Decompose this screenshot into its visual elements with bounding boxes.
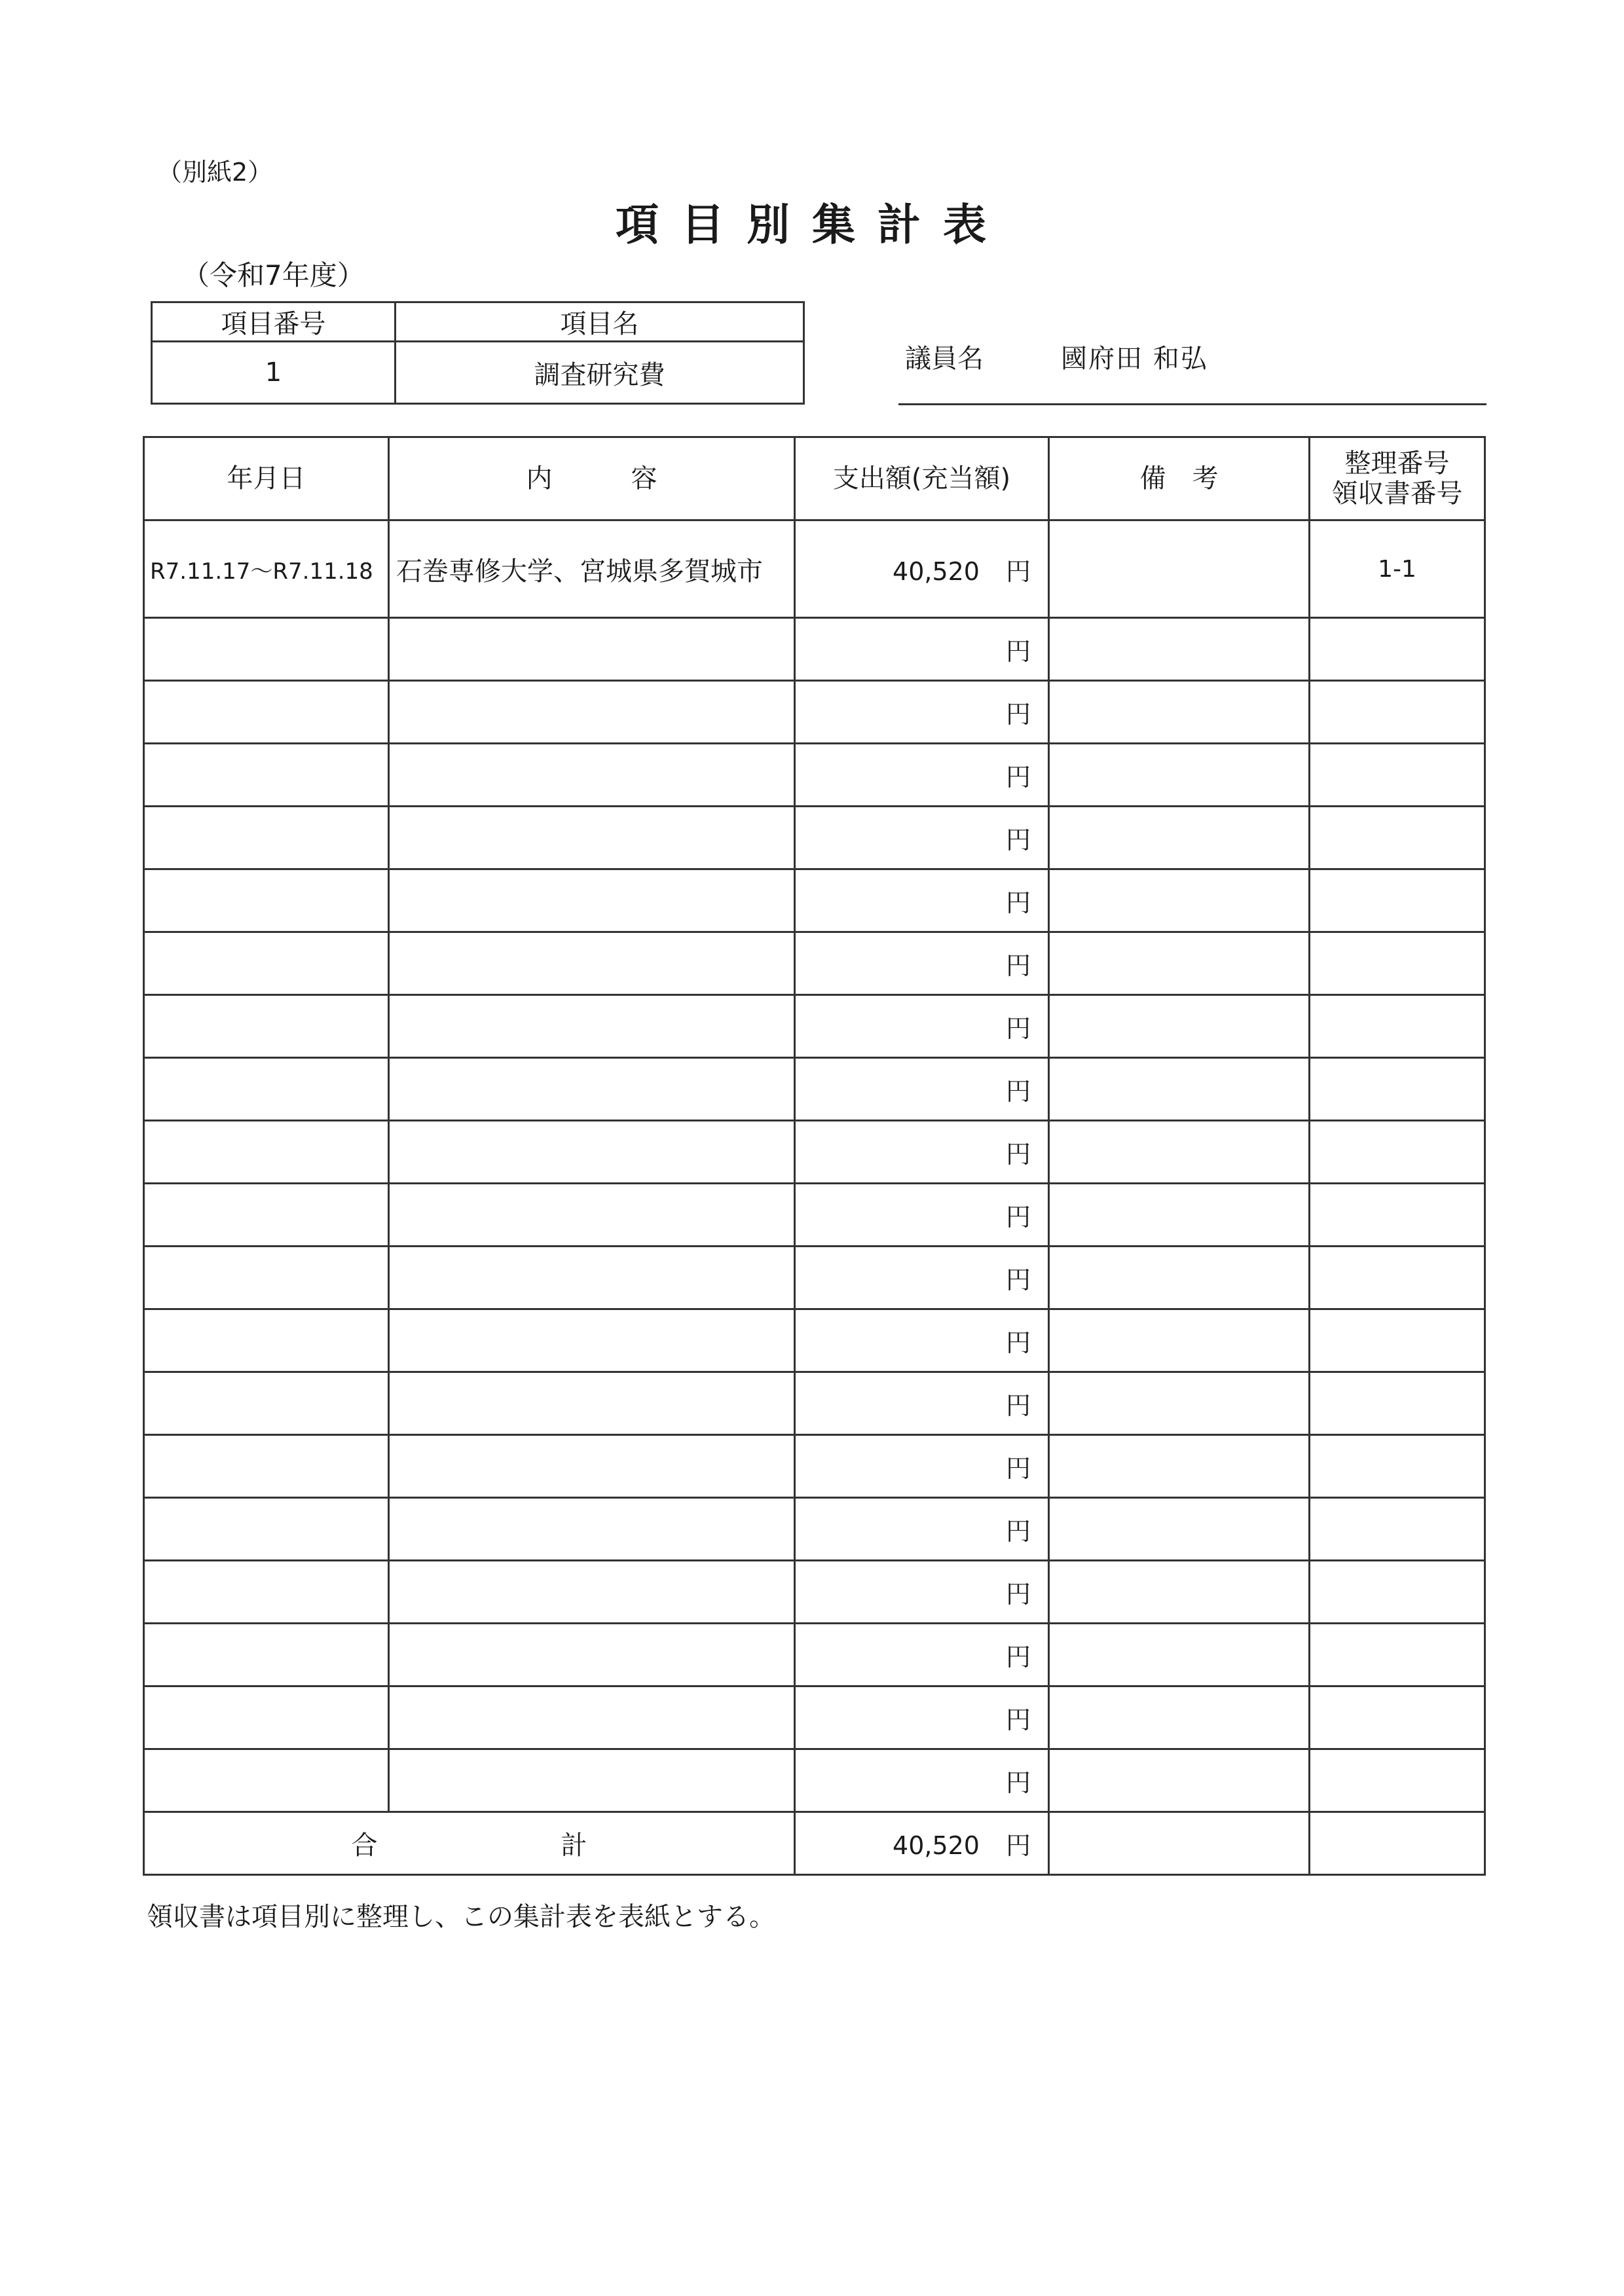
- amount-header: 支出額(充当額): [795, 437, 1049, 520]
- item-number-header: 項目番号: [152, 302, 396, 342]
- content-cell: [389, 1435, 795, 1498]
- receipt-cell: [1310, 995, 1485, 1058]
- expense-row: [144, 1184, 1485, 1247]
- member-block: [898, 331, 1486, 405]
- expense-table: [143, 436, 1486, 1876]
- currency-unit: 円: [1005, 1517, 1031, 1546]
- currency-unit: 円: [1005, 888, 1031, 917]
- receipt-cell: [1310, 1749, 1485, 1812]
- remarks-cell: [1049, 1247, 1310, 1309]
- remarks-cell: [1049, 1498, 1310, 1561]
- remarks-cell: [1049, 995, 1310, 1058]
- date-cell: [144, 744, 389, 807]
- expense-row: [144, 1498, 1485, 1561]
- currency-unit: 円: [1005, 1643, 1031, 1671]
- expense-row: [144, 807, 1485, 869]
- amount-cell: [795, 1372, 1049, 1435]
- remarks-cell: [1049, 1624, 1310, 1686]
- receipt-header-line1: 整理番号: [1344, 448, 1450, 479]
- receipt-cell: 1-1: [1310, 520, 1485, 618]
- date-cell: [144, 807, 389, 869]
- amount-cell: [795, 1184, 1049, 1247]
- amount-cell: [795, 618, 1049, 681]
- expense-row: [144, 932, 1485, 995]
- expense-row: [144, 681, 1485, 744]
- receipt-cell: [1310, 1624, 1485, 1686]
- remarks-cell: [1049, 1184, 1310, 1247]
- receipt-cell: [1310, 1686, 1485, 1749]
- amount-value: 40,520: [893, 556, 980, 586]
- receipt-header: [1310, 437, 1485, 520]
- date-cell: R7.11.17～R7.11.18: [144, 520, 389, 618]
- currency-unit: 円: [1005, 700, 1031, 729]
- expense-row: [144, 1058, 1485, 1121]
- date-cell: [144, 1247, 389, 1309]
- currency-unit: 円: [1005, 1391, 1031, 1420]
- content-cell: [389, 1247, 795, 1309]
- member-label: 議員名: [905, 344, 984, 374]
- remarks-header: 備 考: [1049, 437, 1310, 520]
- currency-unit: 円: [1005, 637, 1031, 666]
- currency-unit: 円: [1005, 1203, 1031, 1231]
- content-cell: [389, 1372, 795, 1435]
- expense-row: [144, 618, 1485, 681]
- amount-cell: [795, 807, 1049, 869]
- date-cell: [144, 932, 389, 995]
- expense-row: [144, 1435, 1485, 1498]
- currency-unit: 円: [1005, 1266, 1031, 1294]
- remarks-cell: [1049, 618, 1310, 681]
- item-number-value: 1: [152, 342, 396, 404]
- total-label: 合 計: [144, 1812, 795, 1875]
- remarks-cell: [1049, 1058, 1310, 1121]
- amount-cell: [795, 869, 1049, 932]
- item-name-header: 項目名: [396, 302, 804, 342]
- total-receipt-cell: [1310, 1812, 1485, 1875]
- receipt-cell: [1310, 1498, 1485, 1561]
- expense-body: [144, 520, 1485, 1812]
- remarks-cell: [1049, 807, 1310, 869]
- remarks-cell: [1049, 520, 1310, 618]
- currency-unit: 円: [1005, 826, 1031, 854]
- fiscal-year: （令和7年度）: [182, 259, 365, 291]
- content-cell: [389, 995, 795, 1058]
- amount-cell: [795, 681, 1049, 744]
- currency-unit: 円: [1005, 1328, 1031, 1357]
- amount-cell: [795, 932, 1049, 995]
- date-cell: [144, 1058, 389, 1121]
- receipt-cell: [1310, 807, 1485, 869]
- expense-header-row: [144, 437, 1485, 520]
- receipt-cell: [1310, 932, 1485, 995]
- footnote: 領収書は項目別に整理し、この集計表を表紙とする。: [147, 1902, 775, 1932]
- amount-cell: [795, 520, 1049, 618]
- expense-row: [144, 995, 1485, 1058]
- content-cell: [389, 744, 795, 807]
- content-cell: [389, 1184, 795, 1247]
- amount-cell: [795, 1309, 1049, 1372]
- content-cell: [389, 1686, 795, 1749]
- currency-unit: 円: [1005, 1014, 1031, 1043]
- remarks-cell: [1049, 1561, 1310, 1624]
- date-cell: [144, 1686, 389, 1749]
- date-cell: [144, 1624, 389, 1686]
- member-name: 國府田 和弘: [1061, 344, 1208, 374]
- content-cell: [389, 1058, 795, 1121]
- document-title: 項目別集計表: [616, 200, 1008, 250]
- item-name-value: 調査研究費: [396, 342, 804, 404]
- expense-row: [144, 1749, 1485, 1812]
- content-cell: [389, 1561, 795, 1624]
- currency-unit: 円: [1005, 1454, 1031, 1483]
- total-remarks-cell: [1049, 1812, 1310, 1875]
- content-cell: [389, 1498, 795, 1561]
- amount-cell: [795, 1561, 1049, 1624]
- receipt-cell: [1310, 1184, 1485, 1247]
- item-info-table: [151, 301, 805, 405]
- date-cell: [144, 995, 389, 1058]
- remarks-cell: [1049, 1372, 1310, 1435]
- expense-row: [144, 744, 1485, 807]
- currency-unit: 円: [1005, 951, 1031, 980]
- receipt-cell: [1310, 744, 1485, 807]
- content-cell: [389, 1121, 795, 1184]
- date-cell: [144, 618, 389, 681]
- date-cell: [144, 1184, 389, 1247]
- currency-unit: 円: [1005, 1077, 1031, 1106]
- receipt-cell: [1310, 1435, 1485, 1498]
- expense-row: [144, 520, 1485, 618]
- receipt-cell: [1310, 1121, 1485, 1184]
- content-cell: [389, 932, 795, 995]
- date-cell: [144, 1372, 389, 1435]
- date-cell: [144, 1749, 389, 1812]
- remarks-cell: [1049, 869, 1310, 932]
- remarks-cell: [1049, 1309, 1310, 1372]
- expense-row: [144, 1309, 1485, 1372]
- content-header: 内 容: [389, 437, 795, 520]
- content-cell: [389, 618, 795, 681]
- expense-row: [144, 1372, 1485, 1435]
- amount-cell: [795, 1435, 1049, 1498]
- receipt-cell: [1310, 1309, 1485, 1372]
- currency-unit: 円: [1005, 1140, 1031, 1169]
- receipt-cell: [1310, 1247, 1485, 1309]
- receipt-cell: [1310, 681, 1485, 744]
- amount-cell: [795, 744, 1049, 807]
- currency-unit: 円: [1005, 1705, 1031, 1734]
- receipt-header-line2: 領収書番号: [1331, 479, 1463, 509]
- content-cell: [389, 1749, 795, 1812]
- content-cell: [389, 807, 795, 869]
- currency-unit: 円: [1005, 1580, 1031, 1609]
- remarks-cell: [1049, 1435, 1310, 1498]
- date-cell: [144, 1309, 389, 1372]
- remarks-cell: [1049, 1121, 1310, 1184]
- total-amount: 40,520: [893, 1831, 980, 1860]
- remarks-cell: [1049, 744, 1310, 807]
- amount-cell: [795, 1749, 1049, 1812]
- content-cell: [389, 681, 795, 744]
- date-cell: [144, 1561, 389, 1624]
- receipt-cell: [1310, 1561, 1485, 1624]
- date-cell: [144, 869, 389, 932]
- receipt-cell: [1310, 869, 1485, 932]
- amount-cell: [795, 995, 1049, 1058]
- remarks-cell: [1049, 1686, 1310, 1749]
- date-header: 年月日: [144, 437, 389, 520]
- amount-cell: [795, 1686, 1049, 1749]
- content-cell: 石巻専修大学、宮城県多賀城市: [389, 520, 795, 618]
- amount-cell: [795, 1624, 1049, 1686]
- currency-unit: 円: [1005, 556, 1031, 586]
- amount-cell: [795, 1498, 1049, 1561]
- amount-cell: [795, 1058, 1049, 1121]
- receipt-cell: [1310, 618, 1485, 681]
- total-amount-cell: [795, 1812, 1049, 1875]
- receipt-cell: [1310, 1372, 1485, 1435]
- content-cell: [389, 869, 795, 932]
- date-cell: [144, 1435, 389, 1498]
- remarks-cell: [1049, 932, 1310, 995]
- amount-cell: [795, 1247, 1049, 1309]
- remarks-cell: [1049, 1749, 1310, 1812]
- receipt-cell: [1310, 1058, 1485, 1121]
- date-cell: [144, 1121, 389, 1184]
- expense-row: [144, 1686, 1485, 1749]
- date-cell: [144, 681, 389, 744]
- content-cell: [389, 1309, 795, 1372]
- expense-row: [144, 1121, 1485, 1184]
- expense-row: [144, 1624, 1485, 1686]
- date-cell: [144, 1498, 389, 1561]
- amount-cell: [795, 1121, 1049, 1184]
- remarks-cell: [1049, 681, 1310, 744]
- currency-unit: 円: [1005, 1768, 1031, 1797]
- currency-unit: 円: [1005, 763, 1031, 792]
- attachment-label: （別紙2）: [157, 158, 273, 187]
- total-row: [144, 1812, 1485, 1875]
- expense-row: [144, 1561, 1485, 1624]
- content-cell: [389, 1624, 795, 1686]
- expense-row: [144, 869, 1485, 932]
- currency-unit: 円: [1005, 1831, 1031, 1860]
- expense-row: [144, 1247, 1485, 1309]
